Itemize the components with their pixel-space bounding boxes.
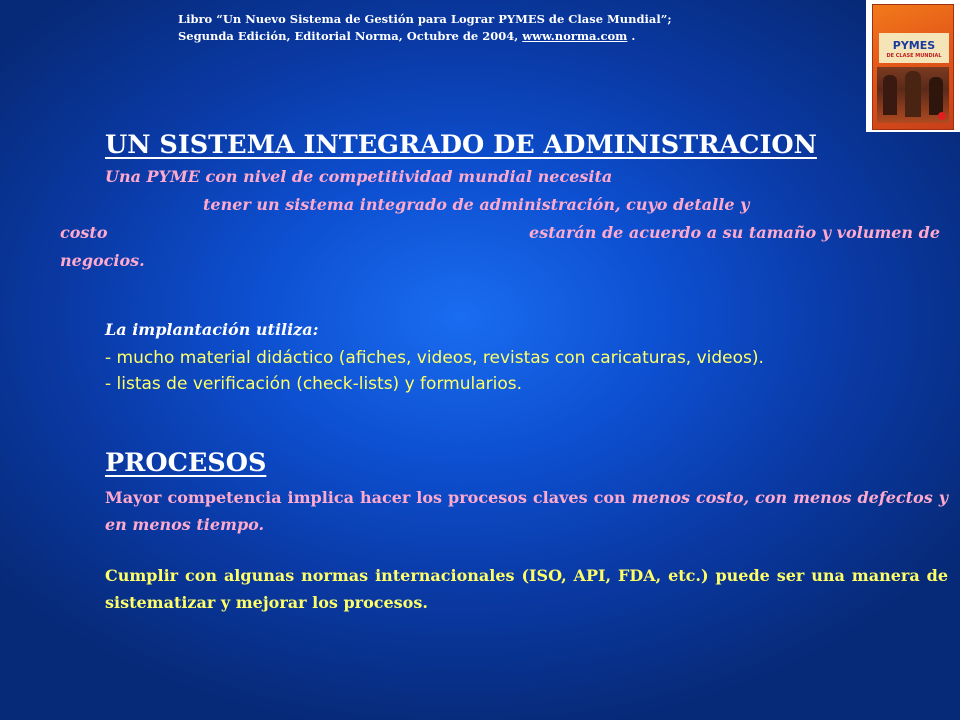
procesos-paragraph-1 <box>105 484 948 538</box>
list-item: - mucho material didáctico (afiches, videos, revistas con caricaturas, videos). <box>105 348 764 368</box>
sistema-line-4: negocios. <box>60 251 145 270</box>
procesos-para1-emphasis: menos costo, con menos defectos y en menos tiempo. <box>105 488 948 534</box>
book-cover-art <box>872 4 954 130</box>
book-cover-title-bar <box>879 33 949 63</box>
sistema-line-3-left: costo <box>60 223 108 242</box>
book-cover-title: PYMES <box>892 39 936 52</box>
cover-figure <box>883 75 897 115</box>
list-item: - listas de verificación (check-lists) y formularios. <box>105 374 522 394</box>
procesos-para1-text: Mayor competencia implica hacer los procesos claves con <box>105 488 632 507</box>
section-heading-procesos: PROCESOS <box>105 448 267 478</box>
section-heading-sistema: UN SISTEMA INTEGRADO DE ADMINISTRACION <box>105 130 817 160</box>
book-citation <box>178 11 778 45</box>
book-cover-subtitle: DE CLASE MUNDIAL <box>886 53 942 59</box>
cover-figure <box>905 71 921 117</box>
citation-end: . <box>627 29 636 43</box>
citation-line-1: Libro “Un Nuevo Sistema de Gestión para Lograr PYMES de Clase Mundial”; <box>178 12 672 26</box>
sistema-line-2: tener un sistema integrado de administración, cuyo detalle y <box>203 195 750 214</box>
publisher-logo-icon <box>938 112 946 120</box>
book-cover-image <box>866 0 960 132</box>
implementation-list <box>105 345 905 397</box>
book-cover-photo <box>877 67 949 123</box>
sistema-line-1: Una PYME con nivel de competitividad mundial necesita <box>105 167 613 186</box>
citation-line-2 <box>178 28 778 45</box>
implementation-title: La implantación utiliza: <box>105 320 319 339</box>
citation-publisher: Segunda Edición, Editorial Norma, Octubre de 2004, <box>178 29 523 43</box>
cover-figure <box>929 77 943 115</box>
publisher-link[interactable]: www.norma.com <box>522 29 628 43</box>
sistema-line-3-right: estarán de acuerdo a su tamaño y volumen de <box>529 223 940 242</box>
sistema-paragraph <box>60 163 940 275</box>
procesos-paragraph-2: Cumplir con algunas normas internacionales (ISO, API, FDA, etc.) puede ser una manera de sistematizar y mejorar los procesos. <box>105 566 948 612</box>
sistema-line-3 <box>60 219 940 247</box>
